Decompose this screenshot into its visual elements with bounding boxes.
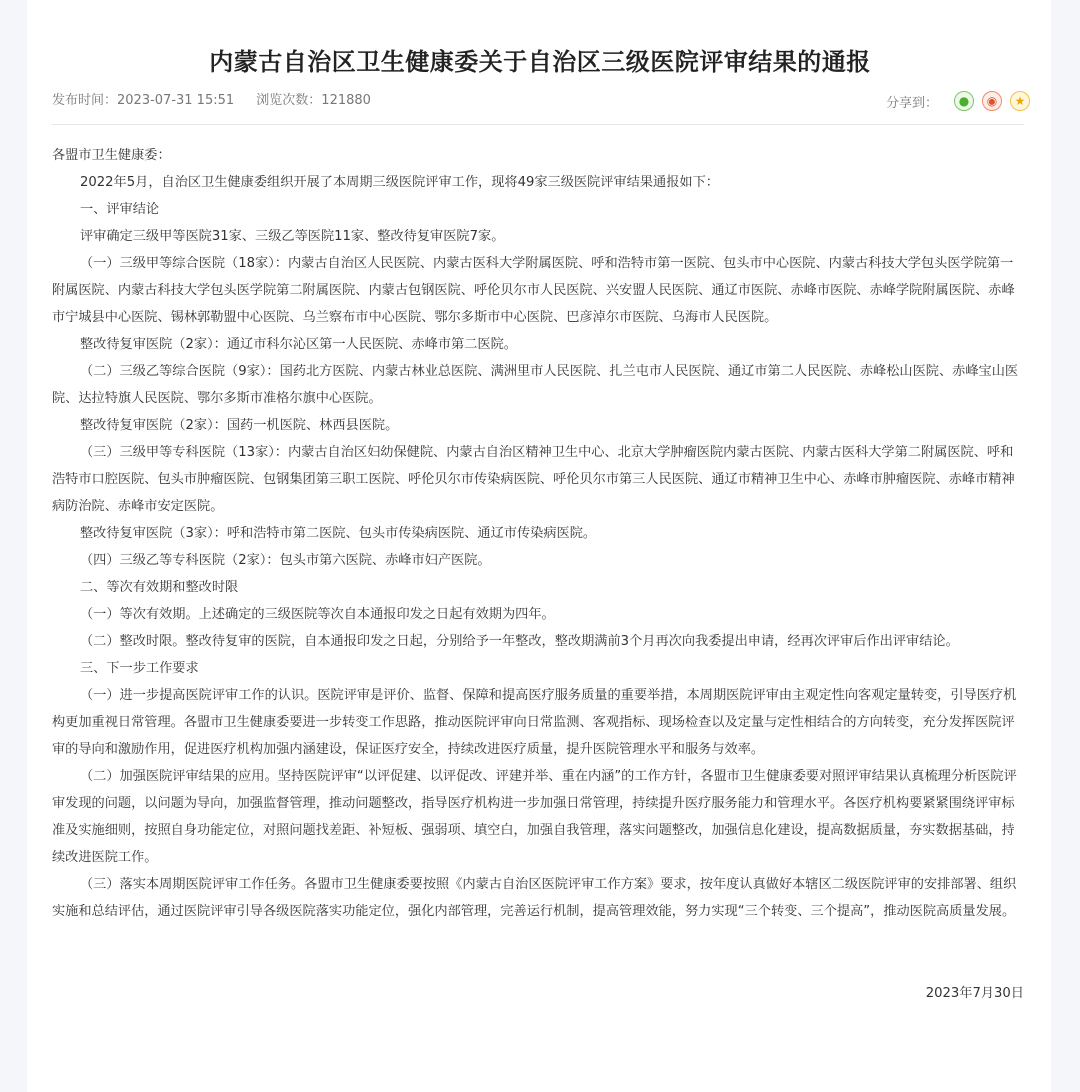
favorite-icon[interactable]: ★ <box>1010 91 1030 111</box>
share-bar <box>886 90 1030 112</box>
paragraph: 整改待复审医院（3家）：呼和浩特市第二医院、包头市传染病医院、通辽市传染病医院。 <box>80 526 597 541</box>
paragraph: （二）三级乙等综合医院（9家）：国药北方医院、内蒙古林业总医院、满洲里市人民医院、扎兰屯市人民医院、通辽市第二人民医院、赤峰松山医院、赤峰宝山医院、达拉特旗人民医院、鄂尔多斯市准格尔旗中心医院。 <box>52 364 1019 406</box>
paragraph: 评审确定三级甲等医院31家、三级乙等医院11家、整改待复审医院7家。 <box>80 229 505 244</box>
paragraph: （一）进一步提高医院评审工作的认识。医院评审是评价、监督、保障和提高医疗服务质量的重要举措，本周期医院评审由主观定性向客观定量转变，引导医疗机构更加重视日常管理。各盟市卫生健康委要进一步转变工作思路，推动医院评审向日常监测、客观指标、现场检查以及定量与定性相结合的方向转变，充分发挥医院评审的导向和激励作用，促进医疗机构加强内涵建设，保证医疗安全，持续改进医疗质量，提升医院管理水平和服务与效率。 <box>52 688 1017 757</box>
weibo-icon[interactable]: ◉ <box>982 91 1002 111</box>
section-heading: 一、评审结论 <box>80 202 160 217</box>
section-heading: 三、下一步工作要求 <box>80 661 199 676</box>
publish-time: 发布时间：2023-07-31 15:51 <box>52 93 235 108</box>
article-title: 内蒙古自治区卫生健康委关于自治区三级医院评审结果的通报 <box>209 48 871 77</box>
divider <box>52 124 1024 125</box>
article-body <box>52 142 1024 925</box>
share-label: 分享到： <box>886 95 939 111</box>
section-heading: 二、等次有效期和整改时限 <box>80 580 239 595</box>
paragraph: （二）整改时限。整改待复审的医院，自本通报印发之日起，分别给予一年整改，整改期满前3个月再次向我委提出申请，经再次评审后作出评审结论。 <box>80 634 959 649</box>
salutation: 各盟市卫生健康委： <box>52 148 171 163</box>
paragraph: 整改待复审医院（2家）：国药一机医院、林西县医院。 <box>80 418 399 433</box>
signing-date: 2023年7月30日 <box>925 986 1024 1001</box>
paragraph: （一）等次有效期。上述确定的三级医院等次自本通报印发之日起有效期为四年。 <box>80 607 555 622</box>
article-meta <box>52 92 389 110</box>
paragraph: （三）三级甲等专科医院（13家）：内蒙古自治区妇幼保健院、内蒙古自治区精神卫生中心、北京大学肿瘤医院内蒙古医院、内蒙古医科大学第二附属医院、呼和浩特市口腔医院、包头市肿瘤医院、包钢集团第三职工医院、呼伦贝尔市传染病医院、呼伦贝尔市第三人民医院、通辽市精神卫生中心、赤峰市肿瘤医院、赤峰市精神病防治院、赤峰市安定医院。 <box>52 445 1015 514</box>
paragraph: （三）落实本周期医院评审工作任务。各盟市卫生健康委要按照《内蒙古自治区医院评审工作方案》要求，按年度认真做好本辖区二级医院评审的安排部署、组织实施和总结评估，通过医院评审引导各级医院落实功能定位，强化内部管理，完善运行机制，提高管理效能，努力实现“三个转变、三个提高”，推动医院高质量发展。 <box>52 877 1017 919</box>
view-count: 浏览次数：121880 <box>256 93 371 108</box>
paragraph: （二）加强医院评审结果的应用。坚持医院评审“以评促建、以评促改、评建并举、重在内涵”的工作方针，各盟市卫生健康委要对照评审结果认真梳理分析医院评审发现的问题，以问题为导向，加强监督管理，推动问题整改，指导医疗机构进一步加强日常管理，持续提升医疗服务能力和管理水平。各医疗机构要紧紧围绕评审标准及实施细则，按照自身功能定位，对照问题找差距、补短板、强弱项、填空白，加强自我管理，落实问题整改，加强信息化建设，提高数据质量，夯实数据基础，持续改进医院工作。 <box>52 769 1017 865</box>
paragraph: （一）三级甲等综合医院（18家）：内蒙古自治区人民医院、内蒙古医科大学附属医院、呼和浩特市第一医院、包头市中心医院、内蒙古科技大学包头医学院第一附属医院、内蒙古科技大学包头医学院第二附属医院、内蒙古包钢医院、呼伦贝尔市人民医院、兴安盟人民医院、通辽市医院、赤峰市医院、赤峰学院附属医院、赤峰市宁城县中心医院、锡林郭勒盟中心医院、乌兰察布市中心医院、鄂尔多斯市中心医院、巴彦淖尔市医院、乌海市人民医院。 <box>52 256 1015 325</box>
paragraph: （四）三级乙等专科医院（2家）：包头市第六医院、赤峰市妇产医院。 <box>80 553 491 568</box>
paragraph: 整改待复审医院（2家）：通辽市科尔沁区第一人民医院、赤峰市第二医院。 <box>80 337 517 352</box>
paragraph: 2022年5月，自治区卫生健康委组织开展了本周期三级医院评审工作，现将49家三级医院评审结果通报如下： <box>80 175 719 190</box>
wechat-icon[interactable]: ● <box>954 91 974 111</box>
